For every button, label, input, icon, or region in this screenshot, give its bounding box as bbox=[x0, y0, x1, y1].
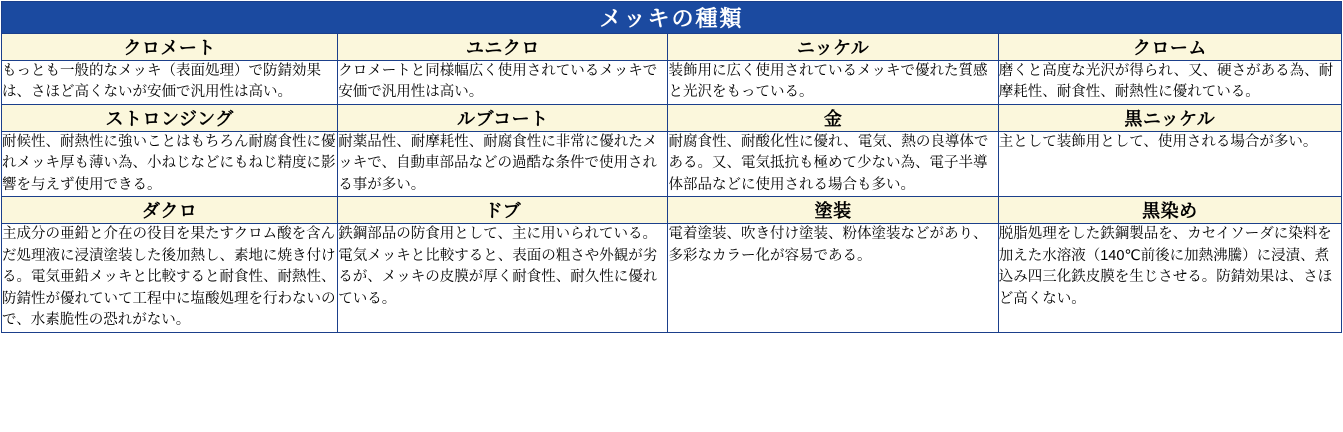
table-row bbox=[2, 61, 1342, 105]
column-header: 金 bbox=[668, 104, 998, 131]
description-cell: 磨くと高度な光沢が得られ、又、硬さがある為、耐摩耗性、耐食性、耐熱性に優れている。 bbox=[998, 61, 1341, 105]
description-cell: クロメートと同様幅広く使用されているメッキで安価で汎用性は高い。 bbox=[338, 61, 668, 105]
description-cell: 耐候性、耐熱性に強いことはもちろん耐腐食性に優れメッキ厚も薄い為、小ねじなどにもねじ精度に影響を与えず使用できる。 bbox=[2, 131, 338, 196]
plating-types-sheet bbox=[0, 1, 1343, 432]
table-row bbox=[2, 224, 1342, 332]
description-cell: 鉄鋼部品の防食用として、主に用いられている。 電気メッキと比較すると、表面の粗さや外観が劣るが、メッキの皮膜が厚く耐食性、耐久性に優れている。 bbox=[338, 224, 668, 332]
column-header: 塗装 bbox=[668, 197, 998, 224]
plating-types-table bbox=[1, 1, 1342, 333]
header-row-1 bbox=[2, 34, 1342, 61]
description-cell: もっとも一般的なメッキ（表面処理）で防錆効果は、さほど高くないが安価で汎用性は高い。 bbox=[2, 61, 338, 105]
description-cell: 脱脂処理をした鉄鋼製品を、カセイソーダに染料を加えた水溶液（140℃前後に加熱沸騰）に浸漬、煮込み四三化鉄皮膜を生じさせる。防錆効果は、さほど高くない。 bbox=[998, 224, 1341, 332]
description-cell: 耐腐食性、耐酸化性に優れ、電気、熱の良導体である。又、電気抵抗も極めて少ない為、電子半導体部品などに使用される場合も多い。 bbox=[668, 131, 998, 196]
table-title-row bbox=[2, 2, 1342, 34]
column-header: ユニクロ bbox=[338, 34, 668, 61]
column-header: クロメート bbox=[2, 34, 338, 61]
header-row-3 bbox=[2, 197, 1342, 224]
column-header: ニッケル bbox=[668, 34, 998, 61]
description-cell: 装飾用に広く使用されているメッキで優れた質感と光沢をもっている。 bbox=[668, 61, 998, 105]
column-header: 黒ニッケル bbox=[998, 104, 1341, 131]
header-row-2 bbox=[2, 104, 1342, 131]
description-cell: 耐薬品性、耐摩耗性、耐腐食性に非常に優れたメッキで、自動車部品などの過酷な条件で使用される事が多い。 bbox=[338, 131, 668, 196]
description-cell: 主として装飾用として、使用される場合が多い。 bbox=[998, 131, 1341, 196]
description-cell: 電着塗装、吹き付け塗装、粉体塗装などがあり、多彩なカラー化が容易である。 bbox=[668, 224, 998, 332]
column-header: クローム bbox=[998, 34, 1341, 61]
column-header: ルブコート bbox=[338, 104, 668, 131]
column-header: ダクロ bbox=[2, 197, 338, 224]
column-header: ドブ bbox=[338, 197, 668, 224]
description-cell: 主成分の亜鉛と介在の役目を果たすクロム酸を含んだ処理液に浸漬塗装した後加熱し、素地に焼き付ける。電気亜鉛メッキと比較すると耐食性、耐熱性、防錆性が優れていて工程中に塩酸処理を行わないので、水素脆性の恐れがない。 bbox=[2, 224, 338, 332]
table-row bbox=[2, 131, 1342, 196]
column-header: 黒染め bbox=[998, 197, 1341, 224]
column-header: ストロンジング bbox=[2, 104, 338, 131]
page-title: メッキの種類 bbox=[2, 2, 1342, 34]
